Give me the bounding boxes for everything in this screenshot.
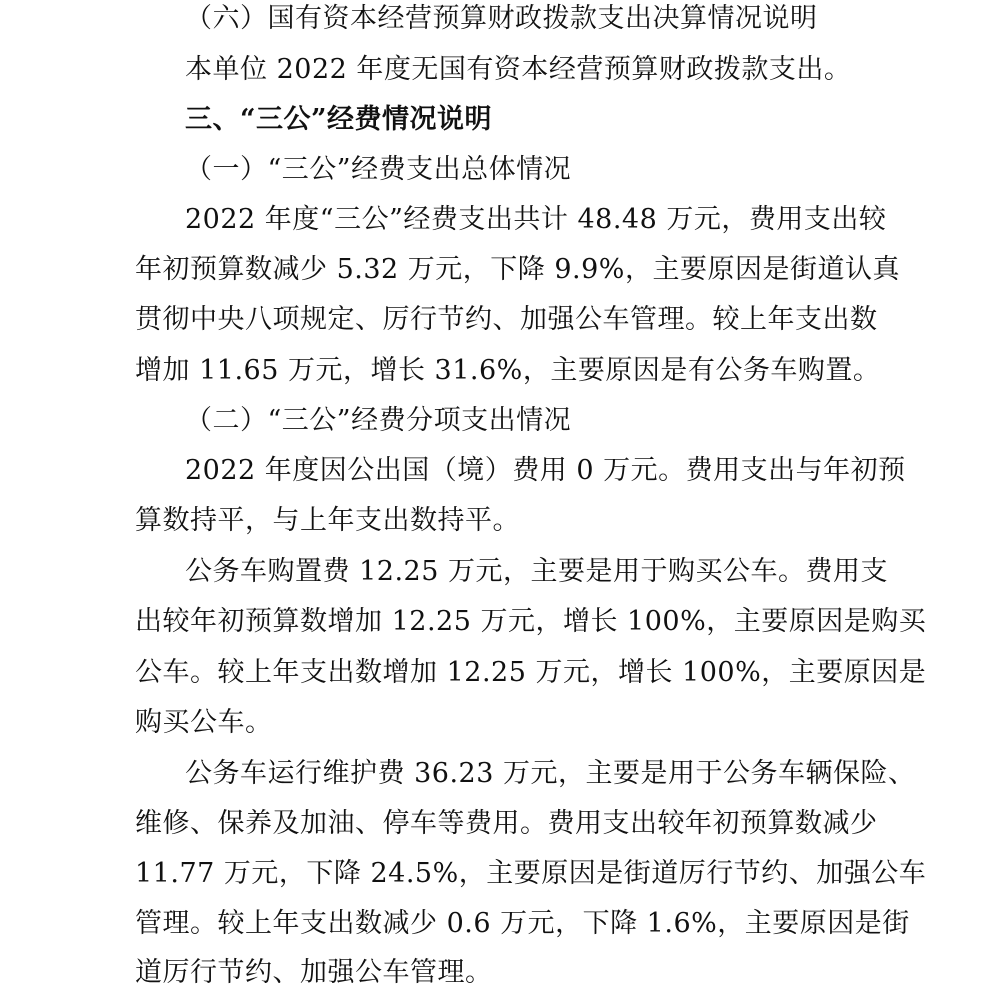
paragraph-line: 贯彻中央八项规定、厉行节约、加强公车管理。较上年支出数 xyxy=(135,304,878,335)
paragraph-line: 11.77 万元，下降 24.5%，主要原因是街道厉行节约、加强公车 xyxy=(135,858,927,889)
paragraph-line: 出较年初预算数增加 12.25 万元，增长 100%，主要原因是购买 xyxy=(135,606,927,637)
paragraph-line: 维修、保养及加油、停车等费用。费用支出较年初预算数减少 xyxy=(135,808,878,839)
subsection-heading-six: （六）国有资本经营预算财政拨款支出决算情况说明 xyxy=(185,3,818,34)
paragraph-line: 2022 年度“三公”经费支出共计 48.48 万元，费用支出较 xyxy=(185,204,887,235)
paragraph-line: 公车。较上年支出数增加 12.25 万元，增长 100%，主要原因是 xyxy=(135,657,927,688)
subsection-heading-one: （一）“三公”经费支出总体情况 xyxy=(185,154,572,185)
paragraph-line: 本单位 2022 年度无国有资本经营预算财政拨款支出。 xyxy=(185,54,852,85)
paragraph-line: 2022 年度因公出国（境）费用 0 万元。费用支出与年初预 xyxy=(185,455,906,486)
paragraph-line: 管理。较上年支出数减少 0.6 万元，下降 1.6%，主要原因是街 xyxy=(135,908,910,939)
paragraph-line: 公务车运行维护费 36.23 万元，主要是用于公务车辆保险、 xyxy=(185,758,916,789)
paragraph-line: 增加 11.65 万元，增长 31.6%，主要原因是有公务车购置。 xyxy=(135,355,881,386)
paragraph-line: 算数持平，与上年支出数持平。 xyxy=(135,505,520,536)
paragraph-line: 公务车购置费 12.25 万元，主要是用于购买公车。费用支 xyxy=(185,556,888,587)
paragraph-line: 购买公车。 xyxy=(135,707,273,738)
section-heading-three: 三、“三公”经费情况说明 xyxy=(185,104,493,135)
subsection-heading-two: （二）“三公”经费分项支出情况 xyxy=(185,405,572,436)
paragraph-line: 年初预算数减少 5.32 万元，下降 9.9%，主要原因是街道认真 xyxy=(135,254,900,285)
paragraph-line: 道厉行节约、加强公车管理。 xyxy=(135,957,493,988)
